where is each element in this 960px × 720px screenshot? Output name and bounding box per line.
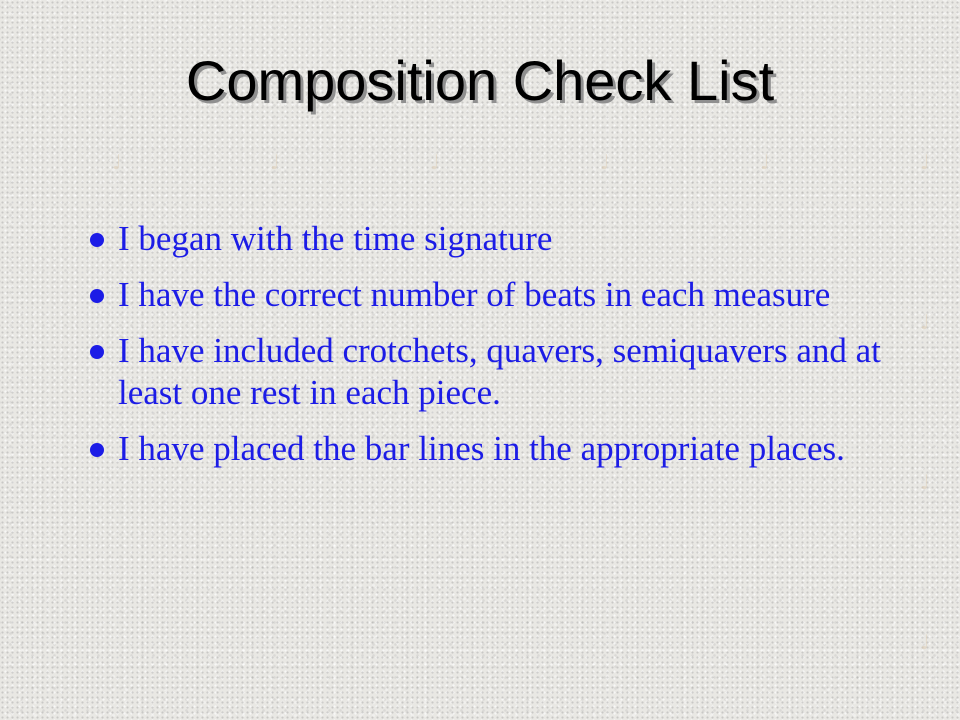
watermark-glyph: ♩ — [270, 150, 280, 174]
bullet-icon — [90, 233, 104, 247]
watermark-glyph: ♩ — [920, 150, 930, 174]
list-item — [90, 428, 900, 470]
slide-title: Composition Check List — [185, 49, 775, 112]
bullet-icon — [90, 345, 104, 359]
watermark-glyph: ♩ — [430, 150, 440, 174]
bullet-icon — [90, 443, 104, 457]
watermark-glyph: ♩ — [920, 470, 930, 494]
bullet-list — [90, 218, 900, 484]
watermark-glyph: ♩ — [600, 150, 610, 174]
watermark-glyph: ♩ — [112, 150, 122, 174]
list-item — [90, 218, 900, 260]
watermark-glyph: ♩ — [760, 150, 770, 174]
bullet-text: I have included crotchets, quavers, semiquavers and at least one rest in each piece. — [118, 331, 881, 412]
bullet-text: I began with the time signature — [118, 219, 553, 258]
list-item — [90, 330, 900, 414]
list-item — [90, 274, 900, 316]
watermark-glyph: ♩ — [920, 630, 930, 654]
bullet-text: I have placed the bar lines in the appropriate places. — [118, 429, 845, 468]
bullet-icon — [90, 289, 104, 303]
watermark-glyph: ♩ — [920, 310, 930, 334]
bullet-text: I have the correct number of beats in each measure — [118, 275, 831, 314]
